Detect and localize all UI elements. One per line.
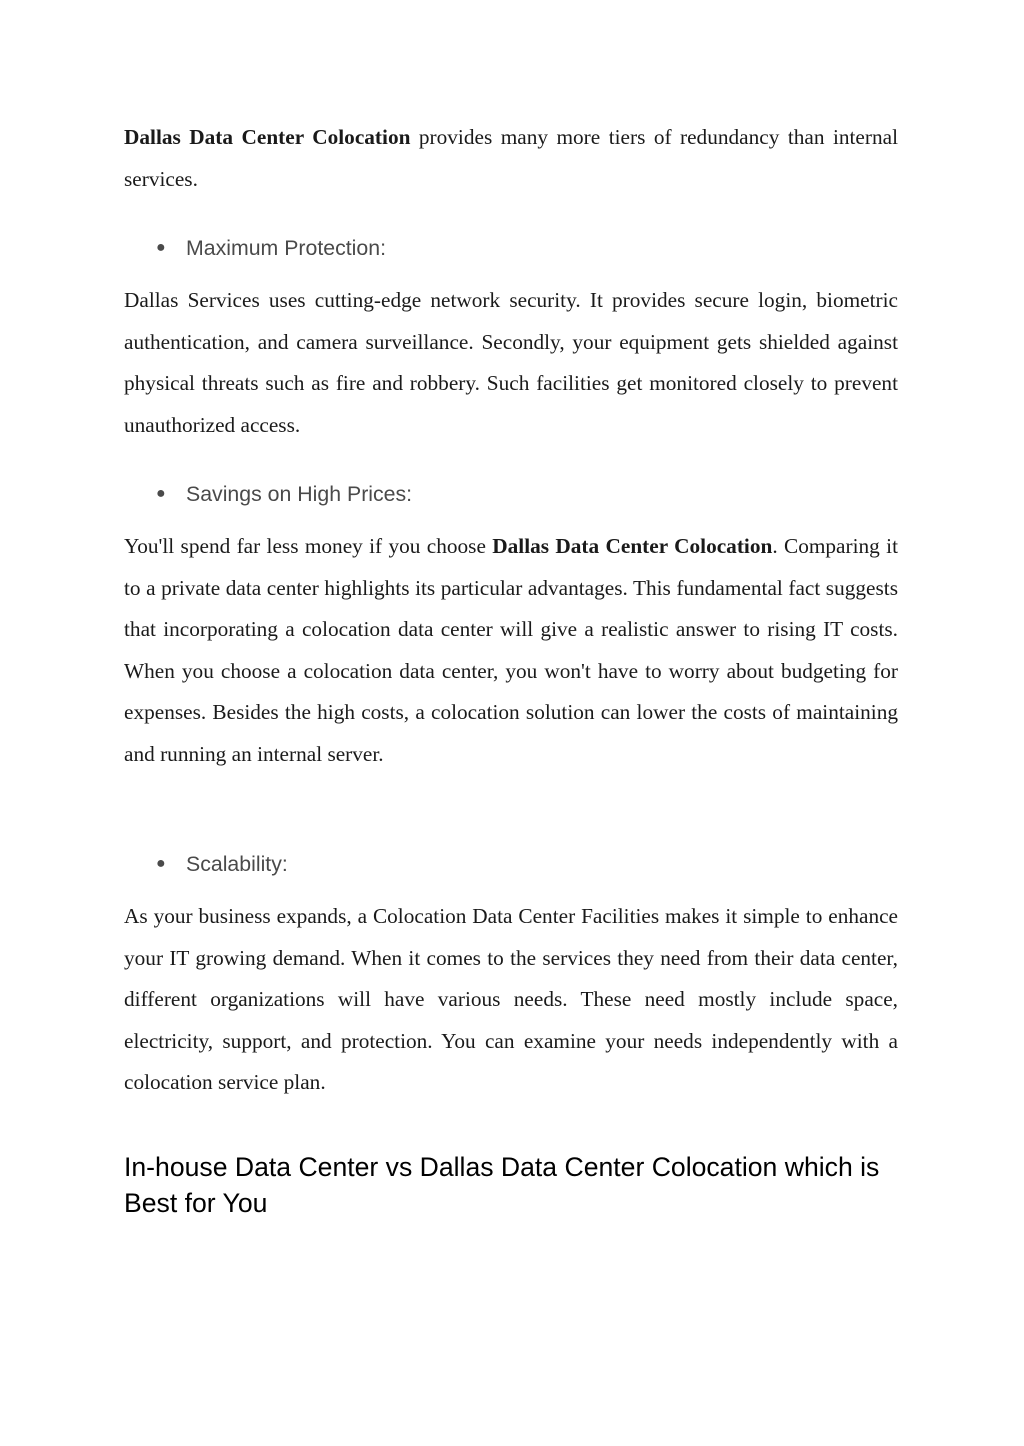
bullet-maximum-protection	[124, 234, 898, 262]
bullet-label: Scalability:	[186, 852, 288, 876]
scalability-paragraph: As your business expands, a Colocation Data Center Facilities makes it simple to enhance your IT growing demand. When it comes to the services they need from their data center, different organizations will have various needs. These need mostly include space, electricity, support, and protection. You can examine your needs independently with a colocation service plan.	[124, 904, 898, 1095]
bullet-dot-icon: ●	[156, 239, 166, 256]
protection-paragraph: Dallas Services uses cutting-edge network security. It provides secure login, biometric authentication, and camera surveillance. Secondly, your equipment gets shielded against physical threats such as fire and robbery. Such facilities get monitored closely to prevent unauthorized access.	[124, 288, 898, 437]
bullet-label: Savings on High Prices:	[186, 482, 413, 506]
intro-text: provides many more tiers of redundancy than internal services.	[124, 125, 898, 191]
bullet-savings	[124, 480, 898, 508]
intro-paragraph	[124, 117, 898, 200]
bullet-scalability	[124, 850, 898, 878]
intro-bold-term: Dallas Data Center Colocation	[124, 125, 411, 149]
savings-paragraph	[124, 526, 898, 776]
section-heading: In-house Data Center vs Dallas Data Center Colocation which is Best for You	[124, 1152, 880, 1219]
savings-bold-term: Dallas Data Center Colocation	[492, 534, 773, 558]
bullet-dot-icon: ●	[156, 485, 166, 502]
savings-text-before: You'll spend far less money if you choose	[124, 534, 493, 558]
bullet-dot-icon: ●	[156, 855, 166, 872]
bullet-label: Maximum Protection:	[186, 236, 387, 260]
savings-text-after: . Comparing it to a private data center highlights its particular advantages. This fundamental fact suggests that incorporating a colocation data center will give a realistic answer to rising IT costs. When you choose a colocation data center, you won't have to worry about budgeting for expenses. Besides the high costs, a colocation solution can lower the costs of maintaining and running an internal server.	[124, 534, 898, 766]
